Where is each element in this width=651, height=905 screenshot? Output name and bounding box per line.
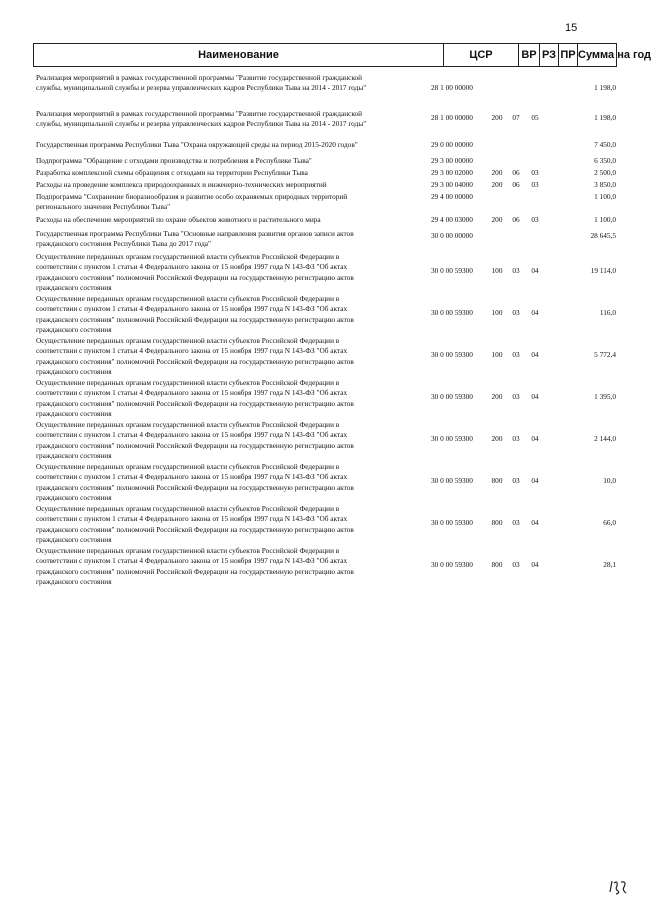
table-header [33, 43, 651, 67]
row-sum: 3 850,0 [594, 180, 616, 189]
row-vr: 200 [491, 215, 503, 224]
row-sum: 6 350,0 [594, 156, 616, 165]
row-csr: 30 0 00 59300 [431, 350, 473, 359]
row-csr: 29 4 00 03000 [431, 215, 473, 224]
header-vr: ВР [518, 44, 539, 66]
row-vr: 100 [491, 266, 503, 275]
row-rz: 06 [512, 215, 520, 224]
row-rz: 03 [512, 518, 520, 527]
row-rz: 03 [512, 266, 520, 275]
row-csr: 30 0 00 00000 [431, 231, 473, 240]
row-pr: 04 [531, 518, 539, 527]
row-sum: 1 395,0 [594, 392, 616, 401]
row-rz: 03 [512, 476, 520, 485]
row-name: Разработка комплексной схемы обращения с отходами на территории Республики Тыва [36, 168, 308, 177]
row-pr: 04 [531, 392, 539, 401]
row-sum: 116,0 [599, 308, 616, 317]
row-name: Расходы на проведение комплекса природоохранных и инженерно-технических мероприятий [36, 180, 327, 189]
row-rz: 03 [512, 560, 520, 569]
row-csr: 29 3 00 02000 [431, 168, 473, 177]
row-name: Подпрограмма "Обращение с отходами производства и потребления в Республике Тыва" [36, 156, 312, 165]
row-sum: 1 100,0 [594, 215, 616, 224]
header-rz: РЗ [539, 44, 558, 66]
row-sum: 10,0 [603, 476, 616, 485]
row-csr: 29 0 00 00000 [431, 140, 473, 149]
row-vr: 200 [491, 434, 503, 443]
row-sum: 1 100,0 [594, 192, 616, 201]
page-number: 15 [565, 22, 578, 34]
row-rz: 06 [512, 168, 520, 177]
header-csr: ЦСР [443, 44, 518, 66]
row-vr: 200 [491, 113, 503, 122]
row-sum: 1 198,0 [594, 83, 616, 92]
row-vr: 200 [491, 180, 503, 189]
row-name: Осуществление переданных органам государственной власти субъектов Российской Федерации в соответствии с пунктом 1 статьи 4 Федерального закона от 15 ноября 1997 года N 143-ФЗ "Об актах гражданского состояния" полномочий Российской Федерации на государственную регистрацию актов гражданского состояния [36, 294, 354, 335]
row-csr: 29 3 00 04000 [431, 180, 473, 189]
row-vr: 800 [491, 518, 503, 527]
row-csr: 30 0 00 59300 [431, 476, 473, 485]
row-name: Реализация мероприятий в рамках государственной программы "Развитие государственной гражданской службы, муниципальной службы и резерва управленческих кадров Республики Тыва на 2014 - 2017 годы" [36, 109, 367, 129]
header-pr: ПР [558, 44, 577, 66]
row-pr: 04 [531, 266, 539, 275]
row-name: Осуществление переданных органам государственной власти субъектов Российской Федерации в соответствии с пунктом 1 статьи 4 Федерального закона от 15 ноября 1997 года N 143-ФЗ "Об актах гражданского состояния" полномочий Российской Федерации на государственную регистрацию актов гражданского состояния [36, 336, 354, 377]
row-sum: 19 114,0 [590, 266, 616, 275]
row-csr: 30 0 00 59300 [431, 518, 473, 527]
row-vr: 200 [491, 168, 503, 177]
row-name: Осуществление переданных органам государственной власти субъектов Российской Федерации в соответствии с пунктом 1 статьи 4 Федерального закона от 15 ноября 1997 года N 143-ФЗ "Об актах гражданского состояния" полномочий Российской Федерации на государственную регистрацию актов гражданского состояния [36, 420, 354, 461]
row-vr: 800 [491, 560, 503, 569]
row-sum: 2 500,0 [594, 168, 616, 177]
header-name: Наименование [198, 49, 279, 61]
row-rz: 03 [512, 350, 520, 359]
row-pr: 04 [531, 434, 539, 443]
row-name: Осуществление переданных органам государственной власти субъектов Российской Федерации в соответствии с пунктом 1 статьи 4 Федерального закона от 15 ноября 1997 года N 143-ФЗ "Об актах гражданского состояния" полномочий Российской Федерации на государственную регистрацию актов гражданского состояния [36, 378, 354, 419]
row-name: Подпрограмма "Сохранение биоразнообразия и развитие особо охраняемых природных территорий регионального значения Республики Тыва" [36, 192, 348, 212]
row-name: Реализация мероприятий в рамках государственной программы "Развитие государственной гражданской службы, муниципальной службы и резерва управленческих кадров Республики Тыва на 2014 - 2017 годы" [36, 73, 367, 93]
row-rz: 03 [512, 434, 520, 443]
row-name: Осуществление переданных органам государственной власти субъектов Российской Федерации в соответствии с пунктом 1 статьи 4 Федерального закона от 15 ноября 1997 года N 143-ФЗ "Об актах гражданского состояния" полномочий Российской Федерации на государственную регистрацию актов гражданского состояния [36, 546, 354, 587]
row-name: Осуществление переданных органам государственной власти субъектов Российской Федерации в соответствии с пунктом 1 статьи 4 Федерального закона от 15 ноября 1997 года N 143-ФЗ "Об актах гражданского состояния" полномочий Российской Федерации на государственную регистрацию актов гражданского состояния [36, 462, 354, 503]
row-vr: 100 [491, 308, 503, 317]
row-name: Государственная программа Республики Тыва "Основные направления развития органов записи актов гражданского состояния Республики Тыва до 2017 года" [36, 229, 354, 249]
row-csr: 30 0 00 59300 [431, 560, 473, 569]
row-sum: 2 144,0 [594, 434, 616, 443]
row-rz: 03 [512, 308, 520, 317]
row-sum: 1 198,0 [594, 113, 616, 122]
row-csr: 29 3 00 00000 [431, 156, 473, 165]
row-pr: 05 [531, 113, 539, 122]
row-rz: 06 [512, 180, 520, 189]
row-rz: 03 [512, 392, 520, 401]
row-sum: 7 450,0 [594, 140, 616, 149]
row-pr: 04 [531, 476, 539, 485]
row-vr: 200 [491, 392, 503, 401]
row-csr: 29 4 00 00000 [431, 192, 473, 201]
row-csr: 28 1 00 00000 [431, 83, 473, 92]
row-csr: 30 0 00 59300 [431, 308, 473, 317]
row-sum: 28,1 [603, 560, 616, 569]
row-csr: 30 0 00 59300 [431, 392, 473, 401]
row-name: Государственная программа Республики Тыва "Охрана окружающей среды на период 2015-2020 годов" [36, 140, 358, 149]
row-csr: 28 1 00 00000 [431, 113, 473, 122]
row-csr: 30 0 00 59300 [431, 266, 473, 275]
row-sum: 66,0 [603, 518, 616, 527]
row-sum: 5 772,4 [594, 350, 616, 359]
header-sum: Сумма на год [577, 44, 616, 66]
row-vr: 800 [491, 476, 503, 485]
row-pr: 03 [531, 215, 539, 224]
row-name: Осуществление переданных органам государственной власти субъектов Российской Федерации в соответствии с пунктом 1 статьи 4 Федерального закона от 15 ноября 1997 года N 143-ФЗ "Об актах гражданского состояния" полномочий Российской Федерации на государственную регистрацию актов гражданского состояния [36, 504, 354, 545]
row-name: Осуществление переданных органам государственной власти субъектов Российской Федерации в соответствии с пунктом 1 статьи 4 Федерального закона от 15 ноября 1997 года N 143-ФЗ "Об актах гражданского состояния" полномочий Российской Федерации на государственную регистрацию актов гражданского состояния [36, 252, 354, 293]
row-pr: 04 [531, 308, 539, 317]
row-pr: 03 [531, 168, 539, 177]
row-pr: 03 [531, 180, 539, 189]
row-rz: 07 [512, 113, 520, 122]
row-vr: 100 [491, 350, 503, 359]
row-sum: 28 645,5 [590, 231, 616, 240]
row-name: Расходы на обеспечение мероприятий по охране объектов животного и растительного мира [36, 215, 321, 224]
handwritten-page-mark [608, 878, 630, 896]
row-pr: 04 [531, 350, 539, 359]
row-csr: 30 0 00 59300 [431, 434, 473, 443]
row-pr: 04 [531, 560, 539, 569]
